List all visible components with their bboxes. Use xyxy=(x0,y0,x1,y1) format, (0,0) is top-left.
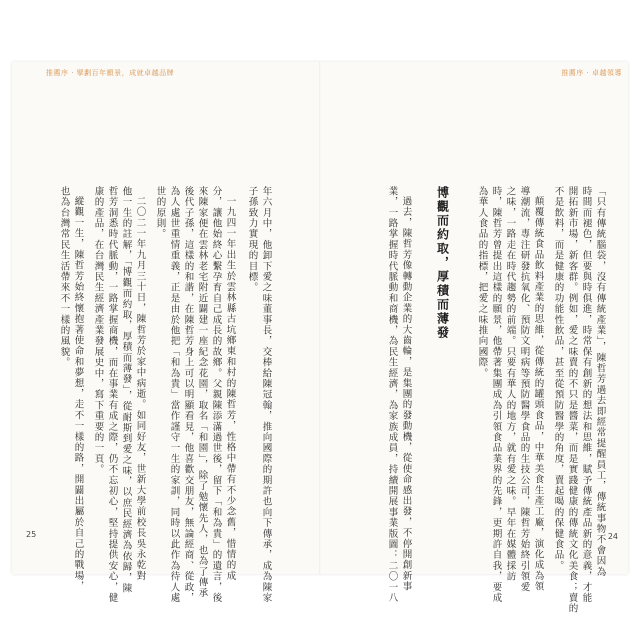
left-col-9: 他一生的註解，「博觀而約取，厚積而薄發」，從耐斯到愛之味，以庶民經濟為依歸，陳 xyxy=(120,186,132,594)
right-col-7: 時，陳哲芳曾提出這樣的願景，他帶著集團成為引領食品業界的先鋒，更期許自我，要成 xyxy=(490,186,502,604)
left-col-7: 世的原則。 xyxy=(154,186,166,240)
section-heading: 博觀而約取，厚積而薄發 xyxy=(435,186,450,340)
left-col-2: 一九四一年出生於雲林縣古坑鄉東和村的陳哲芳，性格中帶有不少念舊，惜情的成 xyxy=(224,196,236,582)
book-gutter xyxy=(319,62,321,574)
page-number-right: 24 xyxy=(607,532,618,541)
right-col-9: 過去，陳哲芳像轉動企業的大齒輪，是集團的發動機，從使命感出發，不停開創新事 xyxy=(400,196,412,592)
right-col-2: 開拓新市場，新客群。例如，愛之味賣的不只是醬菜，而是實踐健康的傳統文化美食；賣的 xyxy=(566,186,578,614)
left-col-13: 也為台灣常民生活帶來不一樣的風貌。 xyxy=(58,186,70,368)
running-head-left: 推薦序 · 擘劃百年願景，成就卓越品牌 xyxy=(46,69,175,77)
right-col-6: 之味，一路走在時代趨勢的前端。只要有華人的地方，就有愛之味。早年在媒體採訪 xyxy=(504,186,516,582)
left-col-5: 後代子孫，這樣的和諧，在陳哲芳身上可以明顯看見，他喜歡交朋友，無論經商、從政， xyxy=(182,186,194,604)
left-col-3: 分，讓他始終心繫孕育自己成長的故鄉。父親陳添滿過世後，留下「和為貴」的遺言，後 xyxy=(210,186,222,604)
left-col-10: 哲芳洞悉時代脈動，一路掌握商機，而在事業有成之際，仍不忘初心，堅持提供安心，健 xyxy=(106,186,118,604)
left-col-6: 為人處世重情重義，正是由於他把「和為貴」當作謹守一生的家訓，同時以此作為待人處 xyxy=(168,186,180,604)
left-col-0: 年六月中，他卸下愛之味董事長，交棒給陳冠翰，推向國際的期許也向下傳承，成為陳家 xyxy=(260,186,272,604)
left-col-1: 子孫致力實現的目標。 xyxy=(246,186,258,293)
page-number-left: 25 xyxy=(26,530,37,539)
left-col-11: 康的產品，在台灣民生經濟產業發展史中，寫下重要的一頁。 xyxy=(92,186,104,475)
left-col-8: 二〇二一年九月三十日，陳哲芳於家中病逝。如同好友，世新大學前校長吳永乾對 xyxy=(134,196,146,582)
right-col-8: 為華人食品的指標，把愛之味推向國際。 xyxy=(476,186,488,379)
right-col-3: 不是飲料，而是健康的功能性飲品，甚至從預防醫學的角度，賣起喝的保健食品。 xyxy=(552,186,564,572)
right-col-5: 導潮流，專注研發抗氧化、預防文明病等預防醫學食品的生技公司，陳哲芳始終引領愛 xyxy=(518,186,530,593)
left-col-4: 來陳家便在雲林老宅附近闢建一座紀念花園，取名「和園」，除了勉懷先人，也為了傳承 xyxy=(196,186,208,599)
right-col-4: 顛覆傳統食品飲料產業的思維，從傳統的罐頭食品，中華美食生產工廠，演化成為領 xyxy=(532,196,544,592)
running-head-right: 推薦序 · 卓越領導 xyxy=(561,69,622,77)
right-col-10: 業，一路掌握時代脈動和商機，為民生經濟，為家族成員，持續開展事業版圖：二〇一八 xyxy=(386,186,398,604)
right-col-1: 時間而褪色，但要與時俱進，時常保有創新的想法和思維，賦予傳統產品新的意義，才能 xyxy=(580,186,592,604)
right-col-0: 「只有傳統腦袋，沒有傳統產業」，陳哲芳過去即經常提醒員工，傳統事物不會因為 xyxy=(594,186,606,578)
left-col-12: 縱觀一生，陳哲芳始終懷抱著使命和夢想，走不一樣的路，開闢出屬於自己的戰場， xyxy=(72,196,84,592)
